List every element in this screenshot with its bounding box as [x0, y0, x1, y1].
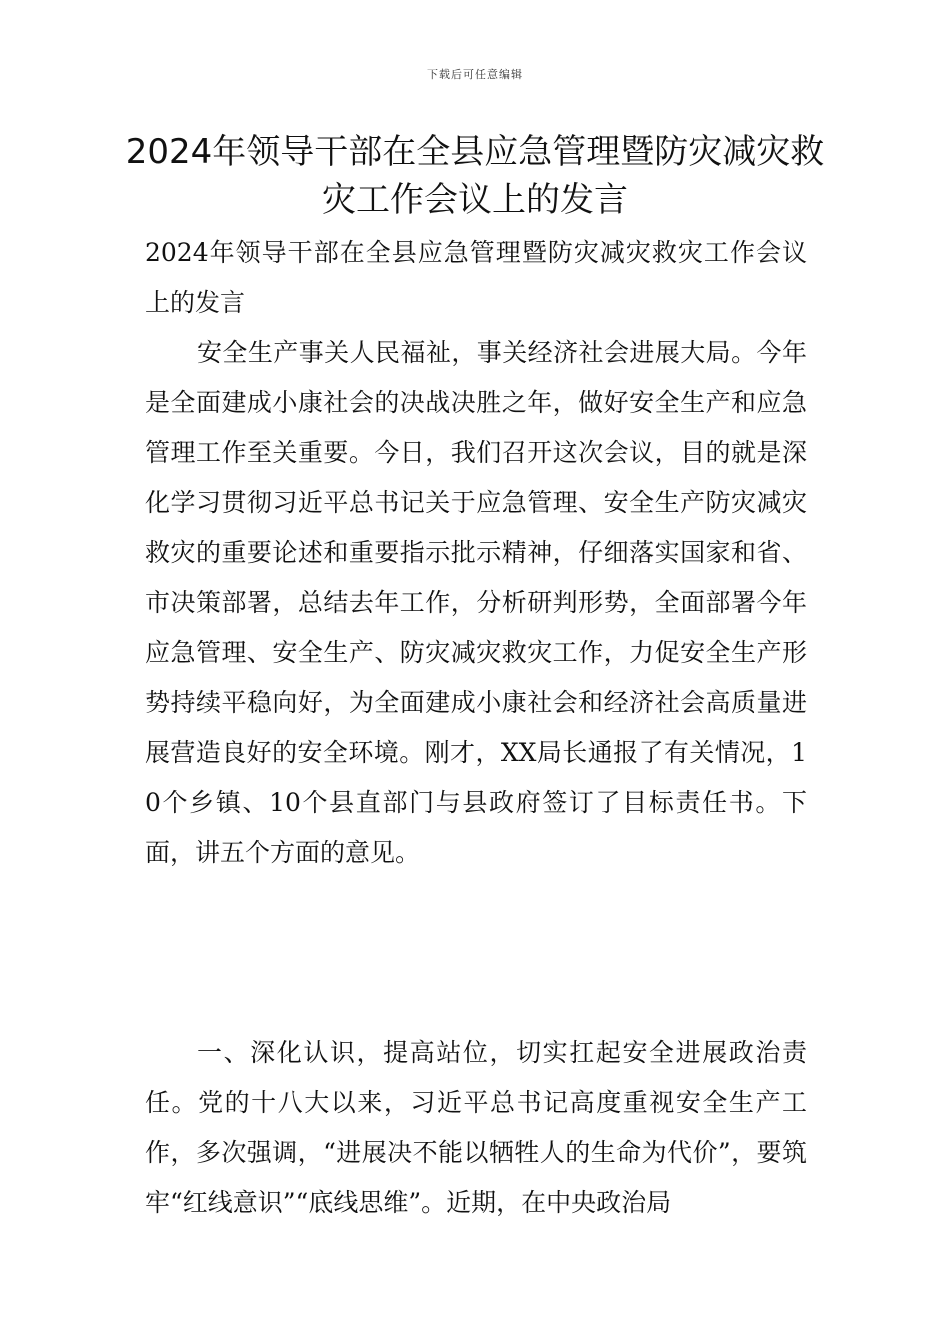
paragraph-intro: 安全生产事关人民福祉，事关经济社会进展大局。今年是全面建成小康社会的决战决胜之年，做好安全生产和应急管理工作至关重要。今日，我们召开这次会议，目的就是深化学习贯彻习近平总书记关于应急管理、安全生产防灾减灾救灾的重要论述和重要指示批示精神，仔细落实国家和省、市决策部署，总结去年工作，分析研判形势，全面部署今年应急管理、安全生产、防灾减灾救灾工作，力促安全生产形势持续平稳向好，为全面建成小康社会和经济社会高质量进展营造良好的安全环境。刚才，XX局长通报了有关情况，10个乡镇、10个县直部门与县政府签订了目标责任书。下面，讲五个方面的意见。	[145, 338, 807, 867]
header-note: 下载后可任意编辑	[427, 68, 523, 81]
paragraph-section-one: 一、深化认识，提高站位，切实扛起安全进展政治责任。党的十八大以来，习近平总书记高度重视安全生产工作，多次强调，“进展决不能以牺牲人的生命为代价”，要筑牢“红线意识”“底线思维”。近期，在中央政治局	[145, 1038, 807, 1217]
document-title: 2024年领导干部在全县应急管理暨防灾减灾救灾工作会议上的发言	[125, 132, 825, 220]
document-subtitle: 2024年领导干部在全县应急管理暨防灾减灾救灾工作会议上的发言	[145, 238, 807, 317]
